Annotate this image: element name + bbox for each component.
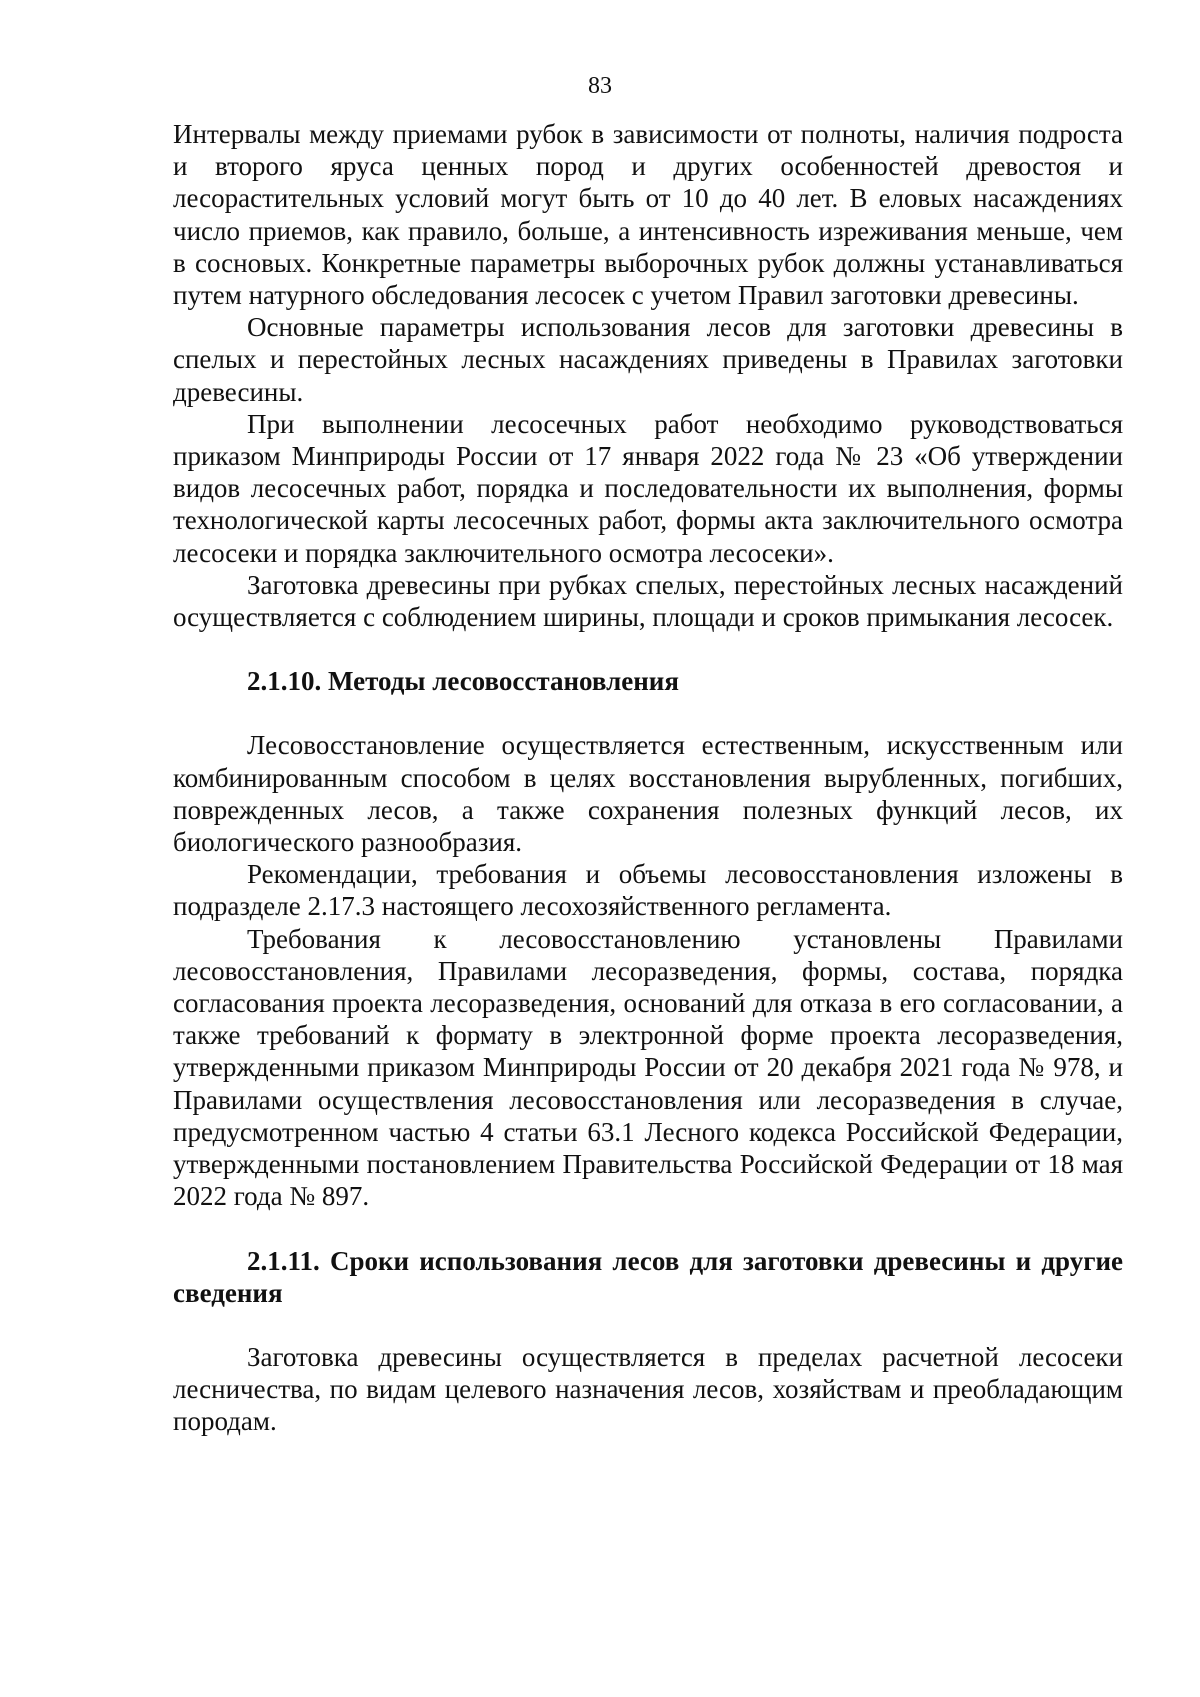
paragraph-reforestation-methods: Лесовосстановление осуществляется естественным, искусственным или комбинированным способом в целях восстановления вырубленных, погибших, поврежденных лесов, а также сохранения полезных функций лесов, их биологического разнообразия.	[173, 730, 1123, 858]
paragraph-harvesting-conditions: Заготовка древесины при рубках спелых, перестойных лесных насаждений осуществляется с соблюдением ширины, площади и сроков примыкания лесосек.	[173, 569, 1123, 633]
section-heading-2-1-11: 2.1.11. Сроки использования лесов для заготовки древесины и другие сведения	[173, 1245, 1123, 1308]
paragraph-logging-order: При выполнении лесосечных работ необходимо руководствоваться приказом Минприроды России от 17 января 2022 года № 23 «Об утверждении видов лесосечных работ, порядка и последовательности их выполнения, формы технологической карты лесосечных работ, формы акта заключительного осмотра лесосеки и порядка заключительного осмотра лесосеки».	[173, 408, 1123, 568]
paragraph-harvest-limits: Заготовка древесины осуществляется в пределах расчетной лесосеки лесничества, по видам целевого назначения лесов, хозяйствам и преобладающим породам.	[173, 1341, 1123, 1437]
page-number: 83	[588, 73, 612, 99]
paragraph-reforestation-recommendations: Рекомендации, требования и объемы лесовосстановления изложены в подразделе 2.17.3 настоящего лесохозяйственного регламента.	[173, 859, 1123, 922]
section-heading-2-1-10: 2.1.10. Методы лесовосстановления	[247, 666, 679, 697]
paragraph-main-parameters: Основные параметры использования лесов для заготовки древесины в спелых и перестойных лесных насаждениях приведены в Правилах заготовки древесины.	[173, 312, 1123, 407]
paragraph-cutting-intervals: Интервалы между приемами рубок в зависимости от полноты, наличия подроста и второго яруса ценных пород и других особенностей древостоя и лесорастительных условий могут быть от 10 до 40 лет. В еловых насаждениях число приемов, как правило, больше, а интенсивность изреживания меньше, чем в сосновых. Конкретные параметры выборочных рубок должны устанавливаться путем натурного обследования лесосек с учетом Правил заготовки древесины.	[173, 119, 1123, 311]
document-body	[173, 118, 1123, 1438]
paragraph-reforestation-requirements: Требования к лесовосстановлению установлены Правилами лесовосстановления, Правилами лесоразведения, формы, состава, порядка согласования проекта лесоразведения, оснований для отказа в его согласовании, а также требований к формату в электронной форме проекта лесоразведения, утвержденными приказом Минприроды России от 20 декабря 2021 года № 978, и Правилами осуществления лесовосстановления или лесоразведения в случае, предусмотренном частью 4 статьи 63.1 Лесного кодекса Российской Федерации, утвержденными постановлением Правительства Российской Федерации от 18 мая 2022 года № 897.	[173, 923, 1123, 1212]
